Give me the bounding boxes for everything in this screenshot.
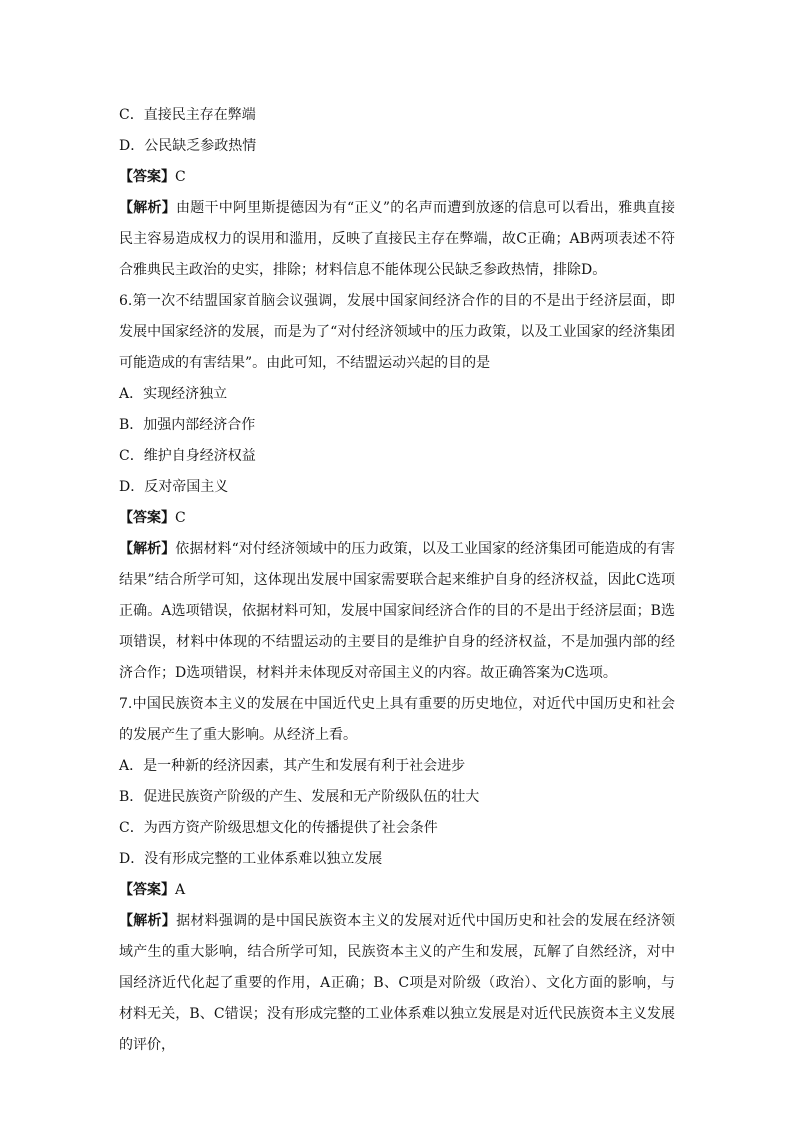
q6-option-d: D．反对帝国主义 xyxy=(119,479,229,495)
q5-answer xyxy=(119,162,675,193)
document-page xyxy=(119,100,675,1061)
analysis-text: 依据材料“对付经济领域中的压力政策，以及工业国家的经济集团可能造成的有害结果”结合所学可知，这体现出发展中国家需要联合起来维护自身的经济权益，因此C选项正确。A选项错误，依据材料可知，发展中国家间经济合作的目的不是出于经济层面；B选项错误，材料中体现的不结盟运动的主要目的是维护自身的经济权益，不是加强内部的经济合作；D选项错误，材料并未体现反对帝国主义的内容。故正确答案为C选项。 xyxy=(119,541,676,681)
analysis-label: 【解析】 xyxy=(119,200,176,216)
q7-option-c: C．为西方资产阶级思想文化的传播提供了社会条件 xyxy=(119,820,438,836)
q6-answer xyxy=(119,503,675,534)
answer-label: 【答案】 xyxy=(119,882,175,898)
analysis-text: 由题干中阿里斯提德因为有“正义”的名声而遭到放逐的信息可以看出，雅典直接民主容易造成权力的误用和滥用，反映了直接民主存在弊端，故C正确；AB两项表述不符合雅典民主政治的史实，排除；材料信息不能体现公民缺乏参政热情，排除D。 xyxy=(119,200,676,278)
q6-option-c: C．维护自身经济权益 xyxy=(119,448,256,464)
answer-value: C xyxy=(175,510,186,526)
answer-label: 【答案】 xyxy=(119,510,175,526)
q6-option-a: A．实现经济独立 xyxy=(119,386,228,402)
q5-option-c: C．直接民主存在弊端 xyxy=(119,107,256,123)
q7-answer xyxy=(119,875,675,906)
q6-option-b: B．加强内部经济合作 xyxy=(119,417,256,433)
q5-analysis xyxy=(119,193,675,286)
analysis-label: 【解析】 xyxy=(119,541,176,557)
answer-value: A xyxy=(175,882,186,898)
analysis-label: 【解析】 xyxy=(119,913,177,929)
answer-value: C xyxy=(175,169,186,185)
answer-label: 【答案】 xyxy=(119,169,175,185)
analysis-text: 据材料强调的是中国民族资本主义的发展对近代中国历史和社会的发展在经济领域产生的重大影响，结合所学可知，民族资本主义的产生和发展，瓦解了自然经济，对中国经济近代化起了重要的作用，A正确；B、C项是对阶级（政治）、文化方面的影响，与材料无关，B、C错误；没有形成完整的工业体系难以独立发展是对近代民族资本主义发展的评价， xyxy=(119,913,676,1053)
q7-option-b: B．促进民族资产阶级的产生、发展和无产阶级队伍的壮大 xyxy=(119,789,480,805)
q6-stem: 6.第一次不结盟国家首脑会议强调，发展中国家间经济合作的目的不是出于经济层面，即发展中国家经济的发展，而是为了“对付经济领域中的压力政策，以及工业国家的经济集团可能造成的有害结果”。由此可知，不结盟运动兴起的目的是 xyxy=(119,293,675,371)
q5-option-d: D．公民缺乏参政热情 xyxy=(119,138,257,154)
q7-option-d: D．没有形成完整的工业体系难以独立发展 xyxy=(119,851,383,867)
q7-option-a: A．是一种新的经济因素，其产生和发展有利于社会进步 xyxy=(119,758,466,774)
q7-stem: 7.中国民族资本主义的发展在中国近代史上具有重要的历史地位，对近代中国历史和社会的发展产生了重大影响。从经济上看。 xyxy=(119,696,675,743)
q7-analysis xyxy=(119,906,675,1061)
q6-analysis xyxy=(119,534,675,689)
